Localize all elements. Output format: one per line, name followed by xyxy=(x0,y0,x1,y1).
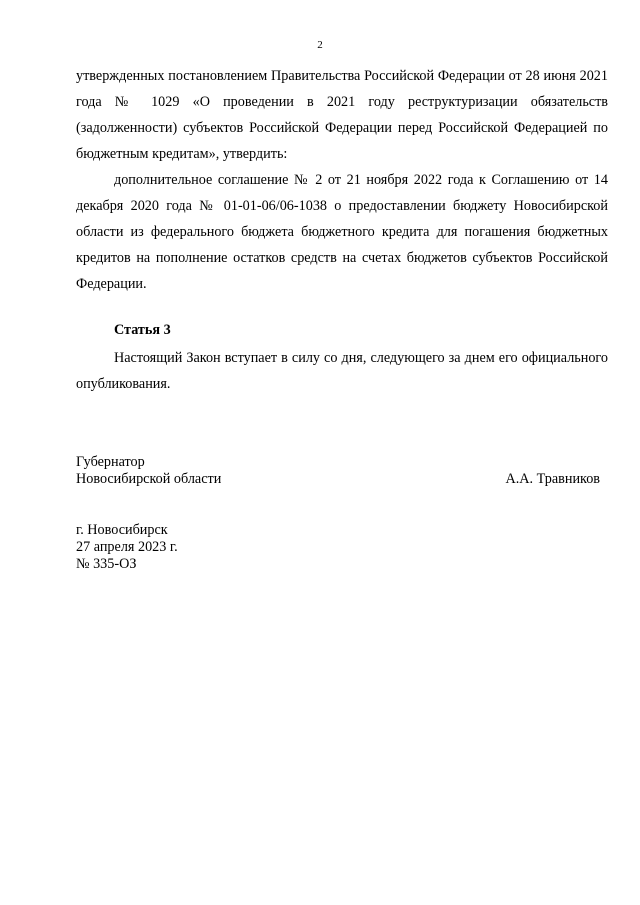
document-footer xyxy=(76,522,178,573)
footer-number: № 335-ОЗ xyxy=(76,556,137,572)
page-number: 2 xyxy=(317,39,323,51)
footer-city: г. Новосибирск xyxy=(76,522,168,538)
paragraph-agreement: дополнительное соглашение № 2 от 21 ноября 2022 года к Соглашению от 14 декабря 2020 года № 01-01-06/06-1038 о предоставлении бюджету Новосибирской области из федерального бюджета бюджетного кредита для погашения бюджетных кредитов на пополнение остатков средств на счетах бюджетов субъектов Российской Федерации. xyxy=(76,172,608,292)
article-heading: Статья 3 xyxy=(114,322,171,338)
signatory-title: Губернатор xyxy=(76,454,145,470)
paragraph-continuation: утвержденных постановлением Правительства Российской Федерации от 28 июня 2021 года № 1029 «О проведении в 2021 году реструктуризации обязательств (задолженности) субъектов Российской Федерации перед Российской Федерацией по бюджетным кредитам», утвердить: xyxy=(76,68,608,162)
signatory-region: Новосибирской области xyxy=(76,471,222,487)
footer-date: 27 апреля 2023 г. xyxy=(76,539,178,555)
article-text: Настоящий Закон вступает в силу со дня, следующего за днем его официального опубликования. xyxy=(76,350,608,392)
signature-row xyxy=(76,471,600,488)
signatory-name: А.А. Травников xyxy=(505,471,600,487)
